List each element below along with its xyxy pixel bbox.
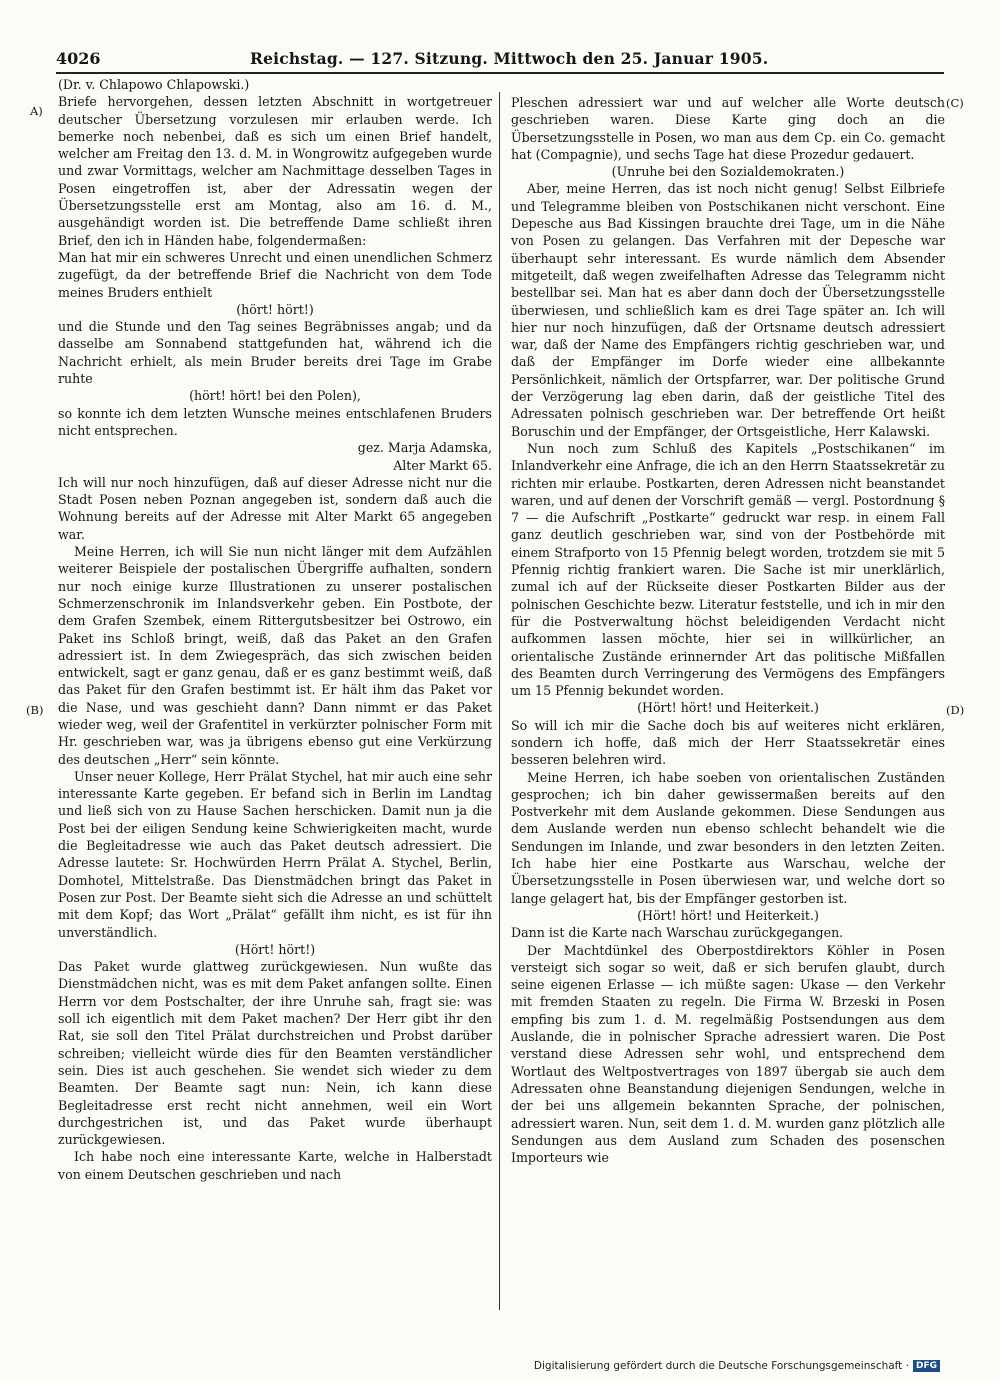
signature-line: gez. Marja Adamska, [357,440,492,456]
column-divider [499,92,500,1310]
interjection: (Hört! hört! und Heiterkeit.) [637,907,819,923]
paragraph: Nun noch zum Schluß des Kapitels „Postschikanen“ im Inlandverkehr eine Anfrage, die ich an den Herrn Staatssekretär zu richten mir erlaube. Postkarten, deren Adressen nicht beanstandet waren, und auf denen der Vorschrift gemäß — vergl. Postordnung § 7 — die Aufschrift „Postkarte“ gedruckt war resp. in einem Fall ganz deutlich geschrieben war, sind von der Postbehörde mit einem Strafporto von 15 Pfennig belegt worden, trotzdem sie mit 5 Pfennig richtig frankiert waren. Die Sache ist mir unerklärlich, zumal ich auf der Rückseite dieser Postkarten Bilder aus der polnischen Geschichte bezw. Literatur feststelle, und ich in mir den für die Postverwaltung höchst beleidigenden Verdacht nicht aufkommen lassen möchte, hier sei in willkürlicher, an orientalische Zustände erinnernder Art das politische Mißfallen des Beamten durch Verringerung des Vermögens des Empfängers um 15 Pfennig bekundet worden. [511,440,945,699]
paragraph: Dann ist die Karte nach Warschau zurückgegangen. [511,925,844,941]
running-head: Reichstag. — 127. Sitzung. Mittwoch den 25. Januar 1905. [250,49,769,68]
signature-line: Alter Markt 65. [393,457,492,473]
paragraph: Der Machtdünkel des Oberpostdirektors Köhler in Posen versteigt sich sogar so weit, daß er sich berufen glaubt, durch seine eigenen Erlasse — ich müßte sagen: Ukase — den Verkehr mit fremden Staaten zu regeln. Die Firma W. Brzeski in Posen empfing bis zum 1. d. M. regelmäßig Postsendungen aus dem Auslande, die in polnischer Sprache adressiert waren. Die Post verstand diese Adressen sehr wohl, und entsprechend dem Wortlaut des Weltpostvertrages von 1897 übergab sie auch dem Adressaten ohne Beanstandung diejenigen Sendungen, welche in der bei uns allgemein bekannten Sprache, der polnischen, adressiert waren. Nun, seit dem 1. d. M. wurden ganz plötzlich alle Sendungen aus dem Ausland zum Schaden des posenschen Importeurs wie [511,942,945,1166]
paragraph: Pleschen adressiert war und auf welcher alle Worte deutsch geschrieben waren. Diese Karte ging doch an die Übersetzungsstelle in Posen, wo man aus dem Cp. ein Co. gemacht hat (Compagnie), und sechs Tage hat diese Prozedur gedauert. [511,95,945,162]
interjection: (Hört! hört! und Heiterkeit.) [637,700,819,716]
paragraph: Aber, meine Herren, das ist noch nicht genug! Selbst Eilbriefe und Telegramme bleiben von Postschikanen nicht verschont. Eine Depesche aus Bad Kissingen brauchte drei Tage, um in die Nähe von Posen zu gelangen. Das Verfahren mit der Depesche war überhaupt sehr interessant. Es wurde nämlich dem Absender mitgeteilt, daß wegen zweifelhaften Adresse das Telegramm nicht bestellbar sei. Man hat es aber dann doch der Übersetzungsstelle überwiesen, und schließlich kam es drei Tage später an. Ich will hier nur noch hinzufügen, daß der Ortsname deutsch adressiert war, daß der Name des Empfängers richtig geschrieben war, und daß der Empfänger im Dorfe wieder eine allbekannte Persönlichkeit, nämlich der Ortspfarrer, war. Der politische Grund der Verzögerung lag eben darin, daß der geistliche Titel des Adressaten polnisch geschrieben war. Der betreffende Ort heißt Boruschin und der Empfänger, der Ortsgeistliche, Herr Kalawski. [511,181,945,439]
footer-text: Digitalisierung gefördert durch die Deutsche Forschungsgemeinschaft · [533,1360,909,1372]
margin-marker-b: (B) [26,703,44,717]
paragraph: So will ich mir die Sache doch bis auf weiteres nicht erklären, sondern ich hoffe, daß mich der Herr Staatssekretär eines besseren belehren wird. [511,717,945,768]
paragraph: Meine Herren, ich habe soeben von orientalischen Zuständen gesprochen; ich bin daher gewissermaßen bereits auf den Postverkehr mit dem Auslande gekommen. Diese Sendungen aus dem Auslande werden nun ebenso schlecht behandelt wie die Sendungen im Inlande, und zwar besonders in den letzten Zeiten. Ich habe hier eine Postkarte aus Warschau, welche der Übersetzungsstelle in Posen überwiesen war, und welche dort so lange gelagert hat, bis der Empfänger gestorben ist. [511,769,945,906]
left-column [58,76,492,1183]
dfg-logo: DFG [913,1360,940,1372]
interjection: (Hört! hört!) [234,941,316,957]
footer-credit [534,1360,940,1372]
paragraph: Briefe hervorgehen, dessen letzten Abschnitt in wortgetreuer deutscher Übersetzung vorzulesen mir erlauben werde. Ich bemerke noch nebenbei, daß es sich um einen Brief handelt, welcher am Freitag den 13. d. M. in Wongrowitz aufgegeben wurde und zwar Vormittags, welcher am Nachmittage desselben Tages in Posen eingetroffen ist, aber der Adressatin wegen der Übersetzungsstelle erst am Montag, also am 16. d. M., ausgehändigt worden ist. Die betreffende Dame schließt ihren Brief, den ich in Händen habe, folgendermaßen: [58,94,492,248]
paragraph: Ich habe noch eine interessante Karte, welche in Halberstadt von einem Deutschen geschrieben und nach [58,1149,492,1182]
right-column [511,94,945,1166]
margin-marker-d: (D) [946,703,965,717]
paragraph: Unser neuer Kollege, Herr Prälat Stychel, hat mir auch eine sehr interessante Karte gegeben. Er befand sich in Berlin im Landtag und ließ sich von zu Hause Sachen herschicken. Damit nun ja die Post bei der eiligen Sendung keine Schwierigkeiten macht, wurde die Begleitadresse wie auch das Paket deutsch adressiert. Die Adresse lautete: Sr. Hochwürden Herrn Prälat A. Stychel, Berlin, Domhotel, Mittelstraße. Das Dienstmädchen bringt das Paket in Posen zur Post. Der Beamte sieht sich die Adresse an und schüttelt mit dem Kopf; das Wort „Prälat“ gefällt ihm nicht, es ist für ihn unverständlich. [58,768,492,940]
interjection: (hört! hört!) [236,301,314,317]
paragraph: Meine Herren, ich will Sie nun nicht länger mit dem Aufzählen weiterer Beispiele der postalischen Übergriffe aufhalten, sondern nur noch einige kurze Illustrationen zu unserer postalischen Schmerzenschronik im Inlandsverkehr geben. Ein Postbote, der dem Grafen Szembek, einem Rittergutsbesitzer bei Ostrowo, ein Paket ins Schloß bringt, weiß, daß das Paket an den Grafen adressiert ist. In dem Zwiegespräch, das sich zwischen beiden entwickelt, sagt er ganz genau, daß er es ganz bestimmt weiß, daß das Paket für den Grafen bestimmt ist. Er hält ihm das Paket vor die Nase, und was geschieht dann? Dann nimmt er das Paket wieder weg, weil der Grafentitel in verkürzter polnischer Form mit Hr. geschrieben war, was ja übrigens ebenso gut eine Verkürzung des deutschen „Herr“ sein könnte. [58,544,492,767]
interjection: (Unruhe bei den Sozialdemokraten.) [611,164,845,180]
margin-marker-a: A) [30,104,43,118]
letter-quote: und die Stunde und den Tag seines Begräbnisses angab; und da dasselbe am Sonnabend stattgefunden hat, während ich die Nachricht erhielt, als mein Bruder bereits drei Tage im Grabe ruhte [58,319,492,387]
letter-quote: so konnte ich dem letzten Wunsche meines entschlafenen Bruders nicht entsprechen. [58,405,492,438]
paragraph: Ich will nur noch hinzufügen, daß auf dieser Adresse nicht nur die Stadt Posen neben Poznan angegeben ist, sondern daß auch die Wohnung bereits auf der Adresse mit Alter Markt 65 angegeben war. [58,474,492,542]
page-number: 4026 [56,49,101,68]
interjection: (hört! hört! bei den Polen), [189,388,361,404]
speaker-label: (Dr. v. Chlapowo Chlapowski.) [58,77,250,92]
letter-quote: Man hat mir ein schweres Unrecht und einen unendlichen Schmerz zugefügt, da der betreffende Brief die Nachricht von dem Tode meines Bruders enthielt [58,249,492,300]
paragraph: Das Paket wurde glattweg zurückgewiesen. Nun wußte das Dienstmädchen nicht, was es mit dem Paket anfangen sollte. Einen Herrn vor dem Postschalter, der ihre Unruhe sah, fragt sie: was soll ich eigentlich mit dem Paket machen? Der Herr gibt ihr den Rat, sie soll den Titel Prälat durchstreichen und Probst darüber schreiben; vielleicht würde dies für den Beamten verständlicher sein. Dies ist auch geschehen. Sie wendet sich wieder zu dem Beamten. Der Beamte sagt nun: Nein, ich kann diese Begleitadresse erst recht nicht annehmen, weil ein Wort durchgestrichen ist, und das Paket wurde überhaupt zurückgewiesen. [58,959,492,1148]
margin-marker-c: (C) [946,96,964,110]
header-rule [56,72,944,74]
